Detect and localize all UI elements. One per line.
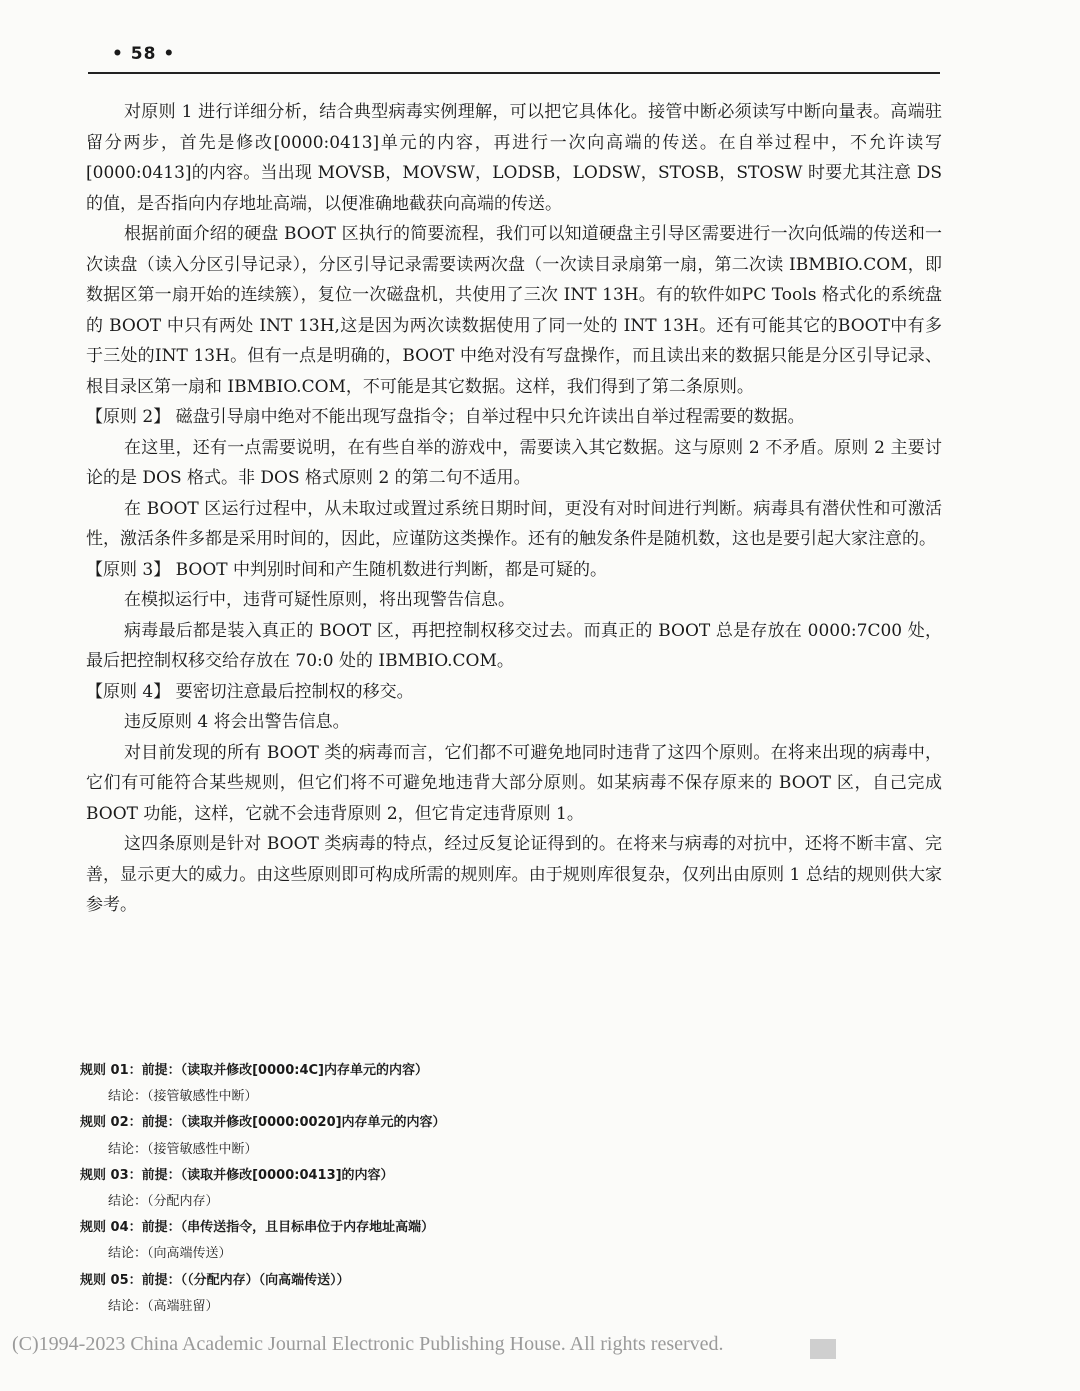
paragraph: 在 BOOT 区运行过程中，从未取过或置过系统日期时间，更没有对时间进行判断。病毒具有潜伏性和可激活性，激活条件多都是采用时间的，因此，应谨防这类操作。还有的触发条件是随机数，这也是要引起大家注意的。 [86,498,942,549]
rule-premise: 规则 01：前提：（读取并修改[0000:4C]内存单元的内容） [80,1063,428,1078]
rule-conclusion: 结论：（接管敏感性中断） [108,1089,258,1105]
principle-4: 【原则 4】 要密切注意最后控制权的移交。 [86,681,414,702]
footer-logo-mark [810,1339,836,1359]
paragraph: 违反原则 4 将会出警告信息。 [124,712,350,732]
paragraph: 这四条原则是针对 BOOT 类病毒的特点，经过反复论证得到的。在将来与病毒的对抗中，还将不断丰富、完善，显示更大的威力。由这些原则即可构成所需的规则库。由于规则库很复杂，仅列出由原则 1 总结的规则供大家参考。 [86,834,942,915]
rule-conclusion: 结论：（分配内存） [108,1194,219,1210]
rule-premise: 规则 03：前提：（读取并修改[0000:0413]的内容） [80,1167,394,1183]
principle-3: 【原则 3】 BOOT 中判别时间和产生随机数进行判断，都是可疑的。 [86,559,608,580]
body-text [86,97,942,921]
rules-list [80,1058,800,1320]
page-number: • 58 • [112,44,176,64]
rule-conclusion: 结论：（高端驻留） [108,1298,219,1314]
rule-premise: 规则 02：前提：（读取并修改[0000:0020]内存单元的内容） [80,1115,446,1131]
rule-premise: 规则 05：前提：（（分配内存）（向高端传送）） [80,1272,350,1288]
paragraph: 对目前发现的所有 BOOT 类的病毒而言，它们都不可避免地同时违背了这四个原则。在将来出现的病毒中，它们有可能符合某些规则，但它们将不可避免地违背大部分原则。如某病毒不保存原来的 BOOT 区，自己完成 BOOT 功能，这样，它就不会违背原则 2，但它肯定违背原则 1。 [86,742,942,824]
copyright-footer: (C)1994-2023 China Academic Journal Electronic Publishing House. All rights reserved. [12,1333,724,1355]
paragraph: 对原则 1 进行详细分析，结合典型病毒实例理解，可以把它具体化。接管中断必须读写中断向量表。高端驻留分两步，首先是修改[0000:0413]单元的内容，再进行一次向高端的传送。在自举过程中，不允许读写[0000:0413]的内容。当出现 MOVSB，MOVSW，LODSB，LODSW，STOSB，STOSW 时要尤其注意 DS 的值，是否指向内存地址高端，以便准确地截获向高端的传送。 [86,102,942,214]
paragraph: 在这里，还有一点需要说明，在有些自举的游戏中，需要读入其它数据。这与原则 2 不矛盾。原则 2 主要讨论的是 DOS 格式。非 DOS 格式原则 2 的第二句不适用。 [86,437,942,488]
paragraph: 病毒最后都是装入真正的 BOOT 区，再把控制权移交过去。而真正的 BOOT 总是存放在 0000:7C00 处，最后把控制权移交给存放在 70:0 处的 IBMBIO.COM。 [86,620,942,671]
paragraph: 根据前面介绍的硬盘 BOOT 区执行的简要流程，我们可以知道硬盘主引导区需要进行一次向低端的传送和一次读盘（读入分区引导记录），分区引导记录需要读两次盘（一次读目录扇第一扇，第二次读 IBMBIO.COM，即数据区第一扇开始的连续簇），复位一次磁盘机，共使用了三次 INT 13H。有的软件如PC Tools 格式化的系统盘的 BOOT 中只有两处 INT 13H,这是因为两次读数据使用了同一处的 INT 13H。还有可能其它的BOOT中有多于三处的INT 13H。但有一点是明确的，BOOT 中绝对没有写盘操作，而且读出来的数据只能是分区引导记录、根目录区第一扇和 IBMBIO.COM，不可能是其它数据。这样，我们得到了第二条原则。 [86,224,942,397]
paragraph: 在模拟运行中，违背可疑性原则，将出现警告信息。 [124,590,515,610]
rule-premise: 规则 04：前提：（串传送指令，且目标串位于内存地址高端） [80,1220,435,1236]
rule-conclusion: 结论：（接管敏感性中断） [108,1141,258,1157]
principle-2: 【原则 2】 磁盘引导扇中绝对不能出现写盘指令；自举过程中只允许读出自举过程需要的数据。 [86,407,805,427]
rule-conclusion: 结论：（向高端传送） [108,1246,232,1262]
header-rule [88,72,940,74]
